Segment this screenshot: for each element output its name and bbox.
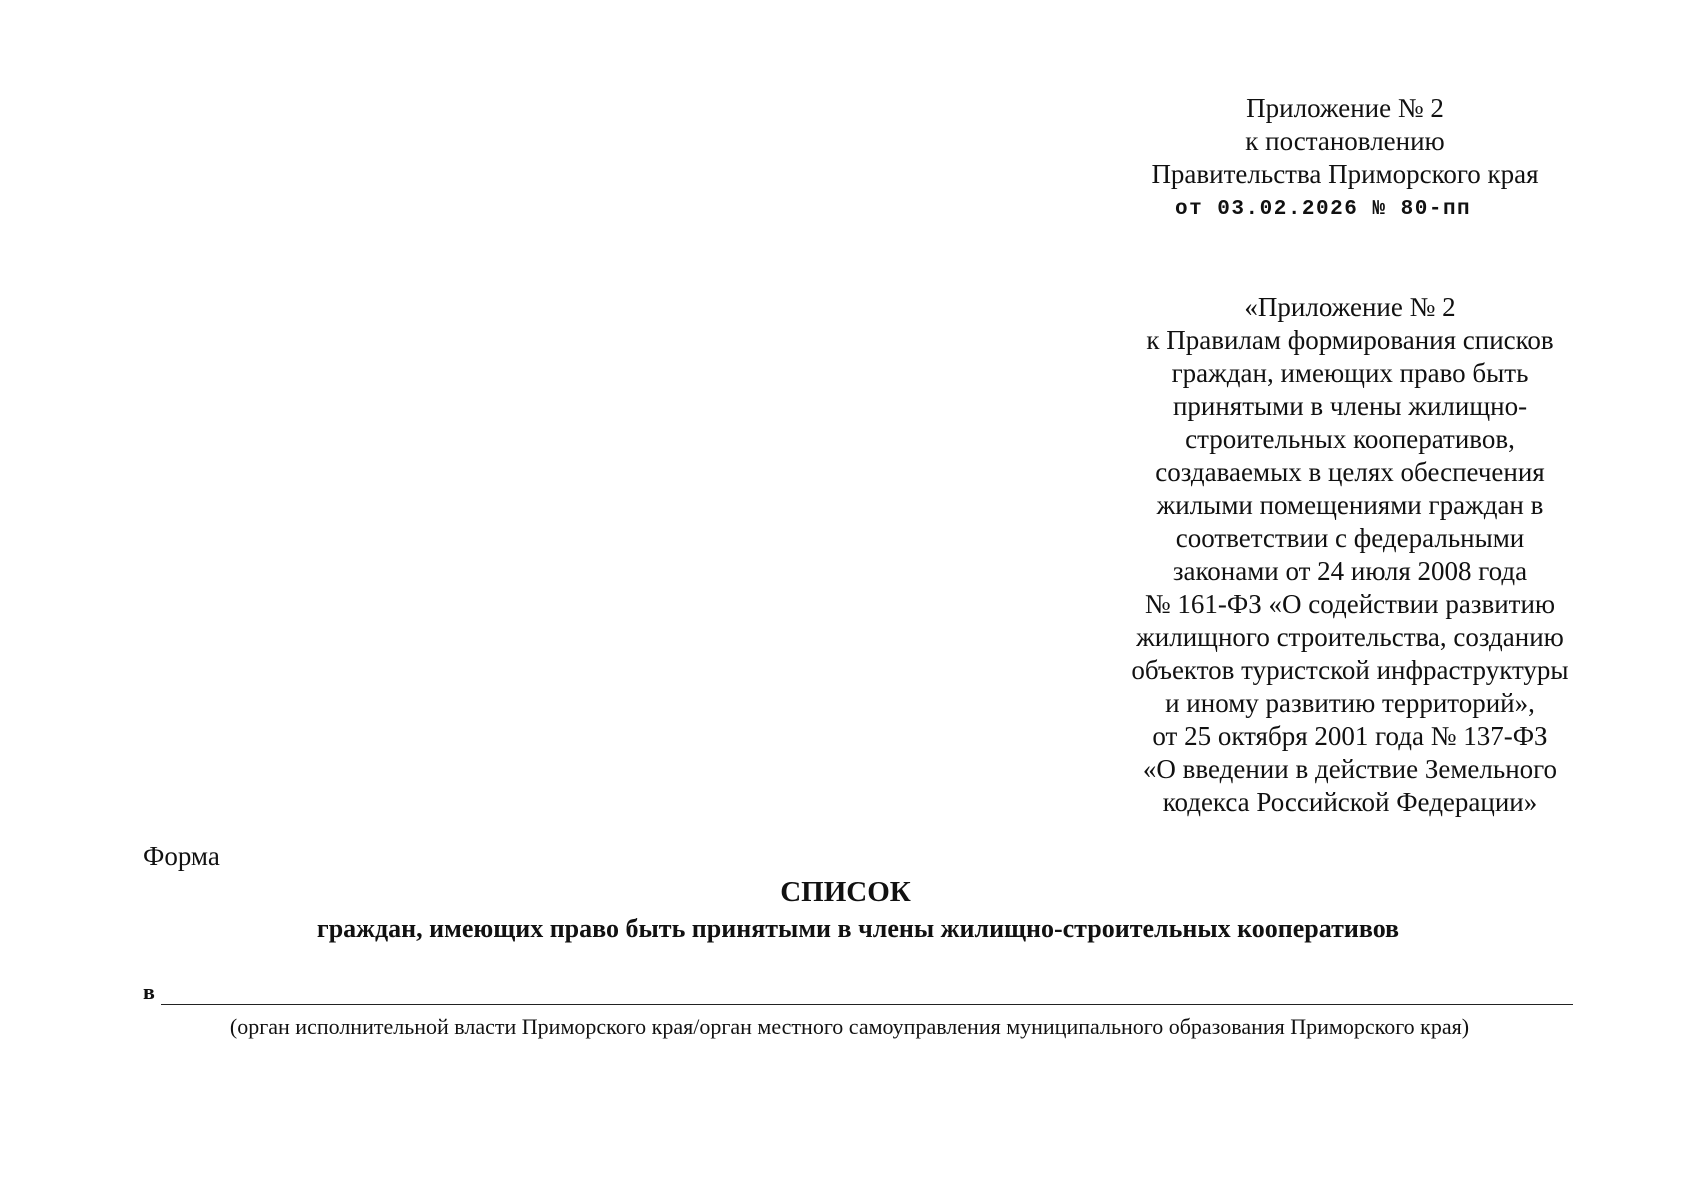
rules-appendix-line: создаваемых в целях обеспечения [1155, 457, 1545, 487]
rules-appendix-line: «О введении в действие Земельного [1142, 754, 1558, 784]
rules-appendix-line: граждан, имеющих право быть [1171, 358, 1529, 388]
authority-caption: (орган исполнительной власти Приморского края/орган местного самоуправления муниципального образования Приморского края) [229, 1014, 1470, 1039]
form-label: Форма [143, 841, 220, 871]
rules-appendix-line: законами от 24 июля 2008 года [1172, 556, 1528, 586]
rules-appendix-line: жилищного строительства, созданию [1136, 622, 1564, 652]
rules-appendix-header [1105, 291, 1595, 819]
list-title: СПИСОК [780, 876, 911, 908]
rules-appendix-line: «Приложение № 2 [1244, 292, 1456, 322]
rules-appendix-line: соответствии с федеральными [1175, 523, 1525, 553]
rules-appendix-line: строительных кооперативов, [1185, 424, 1515, 454]
rules-appendix-line: № 161-ФЗ «О содействии развитию [1144, 589, 1556, 619]
rules-appendix-line: жилыми помещениями граждан в [1156, 490, 1544, 520]
appendix-header-line: к постановлению [1245, 126, 1445, 156]
rules-appendix-line: и иному развитию территорий», [1165, 688, 1535, 718]
appendix-header-line: Приложение № 2 [1246, 93, 1444, 123]
appendix-header-line: Правительства Приморского края [1151, 159, 1539, 189]
authority-fill-row [143, 980, 1578, 1010]
list-subtitle: граждан, имеющих право быть принятыми в члены жилищно-строительных кооперативов [316, 914, 1400, 943]
resolution-date-number: от 03.02.2026 № 80-пп [1175, 198, 1472, 221]
rules-appendix-line: принятыми в члены жилищно- [1172, 391, 1528, 421]
authority-blank-line [161, 1004, 1573, 1005]
rules-appendix-line: к Правилам формирования списков [1146, 325, 1554, 355]
in-prefix: в [143, 979, 155, 1004]
appendix-header [1115, 92, 1575, 226]
rules-appendix-line: объектов туристской инфраструктуры [1131, 655, 1569, 685]
rules-appendix-line: от 25 октября 2001 года № 137-ФЗ [1152, 721, 1548, 751]
rules-appendix-line: кодекса Российской Федерации» [1162, 787, 1538, 817]
